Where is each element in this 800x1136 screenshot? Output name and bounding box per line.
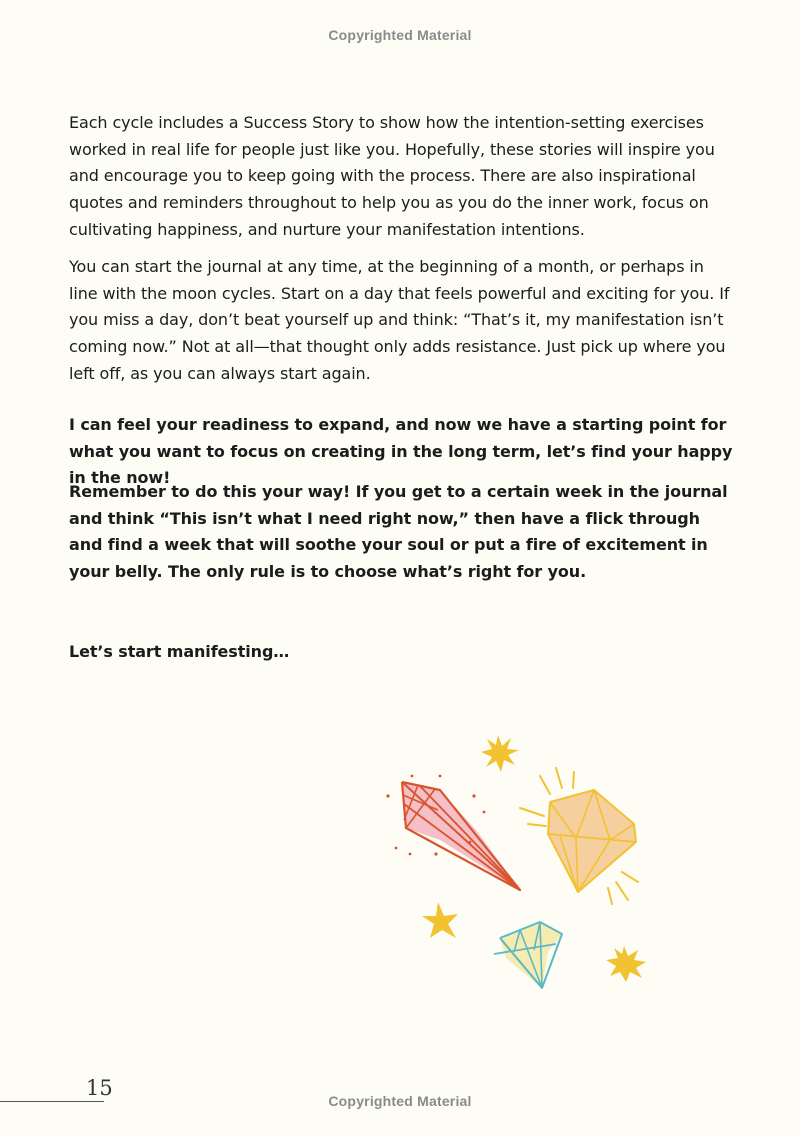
small-starburst-icon [606, 946, 646, 982]
paragraph-readiness: I can feel your readiness to expand, and now we have a starting point for what you want to focus on creating in the long term, let’s find your happy in the now! [69, 415, 733, 488]
paragraph-start-journal: You can start the journal at any time, at the beginning of a month, or perhaps in line with the moon cycles. Start on a day that feels powerful and exciting for you. If you miss a day, don’t beat yourself up and think: “That’s it, my manifestation isn’t coming now.” Not at all—that thought only adds resistance. Just pick up where you left off, as you can always start again. [69, 257, 730, 383]
paragraph-start-manifesting: Let’s start manifesting… [69, 642, 290, 661]
copyright-watermark-bottom: Copyrighted Material [328, 1093, 472, 1109]
yellow-star-icon [422, 902, 458, 938]
paragraph-your-way: Remember to do this your way! If you get to a certain week in the journal and think “This isn’t what I need right now,” then have a flick through and find a week that will soothe your soul or put a fire of excitement in your belly. The only rule is to choose what’s right for you. [69, 482, 728, 582]
blue-gem-icon [494, 922, 562, 988]
copyright-watermark-top: Copyrighted Material [328, 27, 472, 43]
gem-illustration [380, 730, 660, 1000]
shooting-crystal-icon [386, 775, 520, 890]
page-number: 15 [86, 1076, 113, 1100]
yellow-starburst-icon [481, 735, 519, 772]
paragraph-success-story: Each cycle includes a Success Story to show how the intention-setting exercises worked in real life for people just like you. Hopefully, these stories will inspire you and encourage you to keep going with the process. There are also inspirational quotes and reminders throughout to help you as you do the inner work, focus on cultivating happiness, and nurture your manifestation intentions. [69, 113, 715, 239]
pale-orange-gem-icon [548, 790, 636, 892]
